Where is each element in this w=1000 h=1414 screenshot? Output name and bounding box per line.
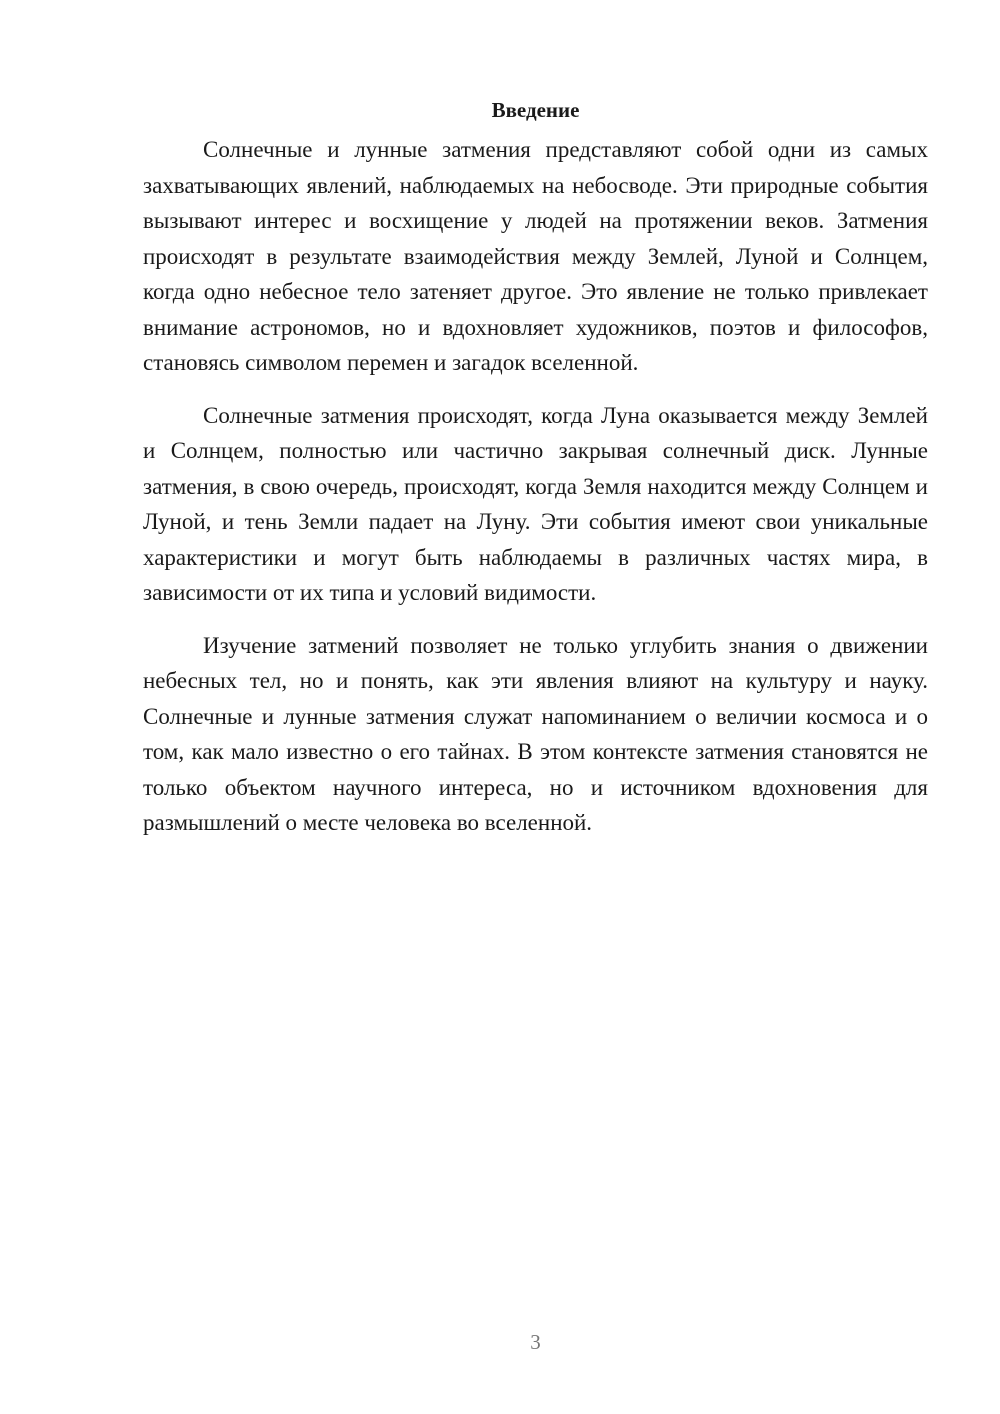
page-number: 3 — [530, 1330, 541, 1354]
paragraph-significance: Изучение затмений позволяет не только углубить знания о движении небесных тел, но и понять, как эти явления влияют на культуру и науку. Солнечные и лунные затмения служат напоминанием о величии космоса и о том, как мало известно о его тайнах. В этом контексте затмения становятся не только объектом научного интереса, но и источником вдохновения для размышлений о месте человека во вселенной. — [143, 632, 928, 835]
page-content — [143, 92, 928, 858]
paragraph-intro: Солнечные и лунные затмения представляют собой одни из самых захватывающих явлений, наблюдаемых на небосводе. Эти природные события вызывают интерес и восхищение у людей на протяжении веков. Затмения происходят в результате взаимодействия между Землей, Луной и Солнцем, когда одно небесное тело затеняет другое. Это явление не только привлекает внимание астрономов, но и вдохновляет художников, поэтов и философов, становясь символом перемен и загадок вселенной. — [143, 137, 928, 375]
paragraph-eclipse-types: Солнечные затмения происходят, когда Луна оказывается между Землей и Солнцем, полностью или частично закрывая солнечный диск. Лунные затмения, в свою очередь, происходят, когда Земля находится между Солнцем и Луной, и тень Земли падает на Луну. Эти события имеют свои уникальные характеристики и могут быть наблюдаемы в различных частях мира, в зависимости от их типа и условий видимости. — [143, 402, 928, 605]
section-title: Введение — [491, 98, 580, 122]
